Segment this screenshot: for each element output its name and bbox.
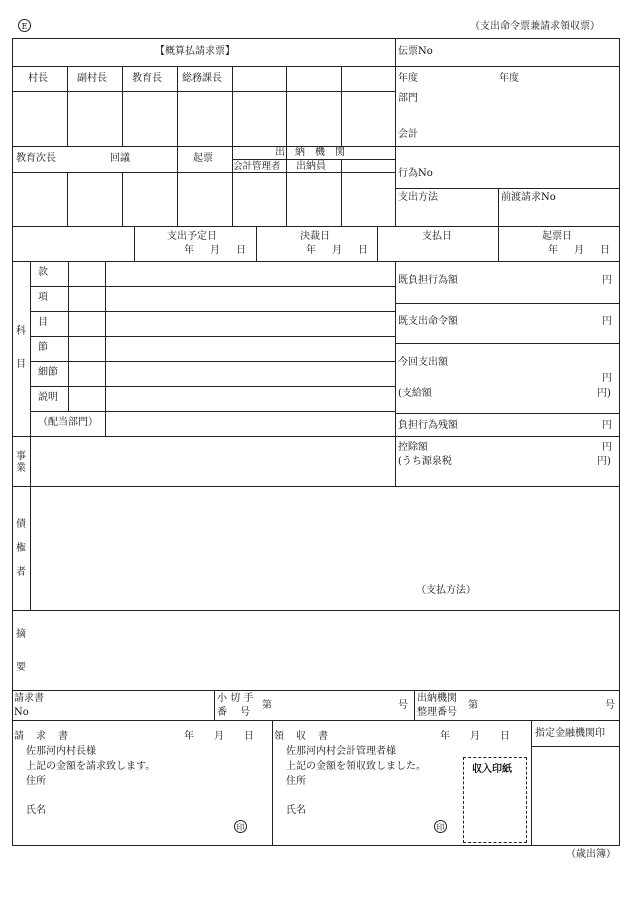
shiharai-hoho-label: 支出方法: [398, 192, 438, 203]
kamoku-ka: 科: [16, 326, 26, 337]
approval-kihyo: 起票: [193, 153, 213, 164]
approval-kyoikucho: 教育長: [132, 73, 162, 84]
kamoku-ko: 項: [38, 292, 48, 303]
bumon-label: 部門: [398, 93, 418, 104]
divider: [12, 226, 620, 227]
divider: [12, 690, 620, 691]
divider: [12, 91, 395, 92]
konkai-label: 今回支出額: [398, 357, 448, 368]
divider: [30, 311, 395, 312]
divider: [105, 261, 106, 436]
seikyu-text: 上記の金額を請求致します。: [26, 761, 156, 772]
kessai-ymd: 年 月 日: [306, 245, 371, 256]
ryoshu-title: 領 収 書: [274, 731, 329, 742]
divider: [395, 343, 620, 344]
divider: [341, 66, 342, 146]
divider: [272, 720, 273, 846]
divider: [30, 386, 395, 387]
divider: [12, 66, 620, 67]
yotei-label: 支出予定日: [167, 231, 217, 242]
divider: [531, 720, 532, 846]
saikensha-sai: 債: [16, 519, 26, 530]
kojo-yen: 円: [602, 442, 612, 453]
divider: [122, 172, 123, 226]
ryoshu-jusho: 住所: [286, 776, 306, 787]
kogitte-go: 号: [398, 700, 408, 711]
divider: [531, 746, 620, 747]
divider: [395, 146, 620, 147]
kojo-label: 控除額: [398, 442, 428, 453]
futan-zan-label: 負担行為残額: [398, 420, 458, 431]
divider: [414, 690, 415, 720]
seikyu-jusho: 住所: [26, 776, 46, 787]
divider: [67, 66, 68, 146]
form-title: 【概算払請求票】: [155, 46, 235, 57]
approval-suitoin: 出納員: [296, 161, 326, 172]
seiri-bango-label: 整理番号: [417, 707, 457, 718]
divider: [134, 226, 135, 261]
kamoku-saisetsu: 細節: [38, 367, 58, 378]
saikensha-ken: 権: [16, 543, 26, 554]
divider: [30, 286, 395, 287]
haito-bumon-label: （配当部門）: [38, 417, 98, 428]
konkai-yen: 円: [602, 373, 612, 384]
divider: [256, 226, 257, 261]
kamoku-kan: 款: [38, 267, 48, 278]
divider: [67, 172, 68, 226]
kogitte-bango: 番 号: [217, 707, 251, 718]
divider: [395, 188, 620, 189]
divider: [12, 720, 620, 721]
approval-soncho: 村長: [28, 73, 48, 84]
ryoshu-shimei: 氏名: [286, 805, 306, 816]
seikyu-seal-mark: 印: [234, 820, 247, 833]
kamoku-moku: 目: [16, 359, 26, 370]
divider: [12, 172, 395, 173]
divider: [30, 336, 395, 337]
divider: [214, 690, 215, 720]
ryoshu-addressee: 佐那河内村会計管理者様: [286, 746, 396, 757]
revenue-stamp-label: 収入印紙: [472, 764, 512, 775]
tekiyo-yo: 要: [16, 662, 26, 673]
kogitte-dai: 第: [262, 700, 272, 711]
approval-fukusoncho: 副村長: [77, 73, 107, 84]
divider: [377, 226, 378, 261]
divider: [498, 226, 499, 261]
shikyu-label: (支給額: [398, 388, 432, 399]
approval-kaigi: 回議: [110, 153, 130, 164]
seikyu-addressee: 佐那河内村長様: [26, 746, 96, 757]
seikyusho-label: 請求書: [14, 693, 44, 704]
saikensha-shiharai-hoho: （支払方法）: [416, 585, 476, 596]
kishishutsu-label: 既支出命令額: [398, 316, 458, 327]
divider: [12, 261, 620, 262]
kamoku-moku-item: 目: [38, 317, 48, 328]
shiharai-label: 支払日: [422, 231, 452, 242]
seiri-dai: 第: [468, 700, 478, 711]
seikyu-shimei: 氏名: [26, 805, 46, 816]
ryoshu-seal-mark: 印: [434, 820, 447, 833]
e-mark: E: [18, 19, 31, 32]
approval-somukacho: 総務課長: [182, 73, 222, 84]
divider: [395, 261, 396, 486]
shitei-kinyu-label: 指定金融機関印: [535, 728, 605, 739]
approval-kaikei-kanrisha: 会計管理者: [233, 161, 281, 172]
denpyo-no-label: 伝票No: [398, 46, 433, 57]
futan-zan-yen: 円: [602, 420, 612, 431]
nendo-label: 年度: [398, 73, 418, 84]
divider: [30, 411, 395, 412]
kishishutsu-yen: 円: [602, 316, 612, 327]
jigyo-ji: 事: [16, 451, 26, 462]
seiri-go: 号: [605, 700, 615, 711]
jigyo-gyo: 業: [16, 463, 26, 474]
nendo-label-2: 年度: [499, 73, 519, 84]
ryoshu-date: 年 月 日: [440, 731, 510, 742]
kifutan-yen: 円: [602, 275, 612, 286]
tekiyo-teki: 摘: [16, 629, 26, 640]
divider: [395, 303, 620, 304]
kifutan-label: 既負担行為額: [398, 275, 458, 286]
seikyu-title: 請 求 書: [14, 731, 69, 742]
kaikei-label: 会計: [398, 129, 418, 140]
kihyo-date-label: 起票日: [542, 231, 572, 242]
gensen-yen: 円): [597, 456, 611, 467]
divider: [122, 66, 123, 146]
seikyu-date: 年 月 日: [184, 731, 254, 742]
seikyusho-no: No: [14, 707, 29, 718]
kamoku-setsu: 節: [38, 342, 48, 353]
kihyo-ymd: 年 月 日: [548, 245, 613, 256]
divider: [30, 361, 395, 362]
suito-kikan-label: 出納機関: [417, 693, 457, 704]
divider: [12, 610, 620, 611]
zento-seikyu-no-label: 前渡請求No: [501, 192, 556, 203]
form-subtitle: （支出命令票兼請求領収票）: [470, 21, 600, 32]
gensen-label: (うち源泉税: [398, 456, 452, 467]
divider: [395, 413, 620, 414]
kogitte-label: 小 切 手: [217, 693, 254, 704]
ryoshu-text: 上記の金額を領収致しました。: [286, 761, 426, 772]
footer-saishutsubo: （歳出簿）: [566, 849, 616, 860]
approval-kyoikujicho: 教育次長: [16, 153, 56, 164]
divider: [12, 486, 620, 487]
kessai-label: 決裁日: [300, 231, 330, 242]
yotei-ymd: 年 月 日: [184, 245, 249, 256]
kamoku-setsumei: 説明: [38, 392, 58, 403]
approval-suito-kikan: 出 納 機 関: [275, 147, 345, 158]
koui-no-label: 行為No: [398, 168, 433, 179]
divider: [232, 159, 395, 160]
divider: [12, 436, 620, 437]
shikyu-yen: 円): [597, 388, 611, 399]
divider: [498, 188, 499, 226]
divider: [341, 159, 342, 226]
saikensha-sha: 者: [16, 567, 26, 578]
